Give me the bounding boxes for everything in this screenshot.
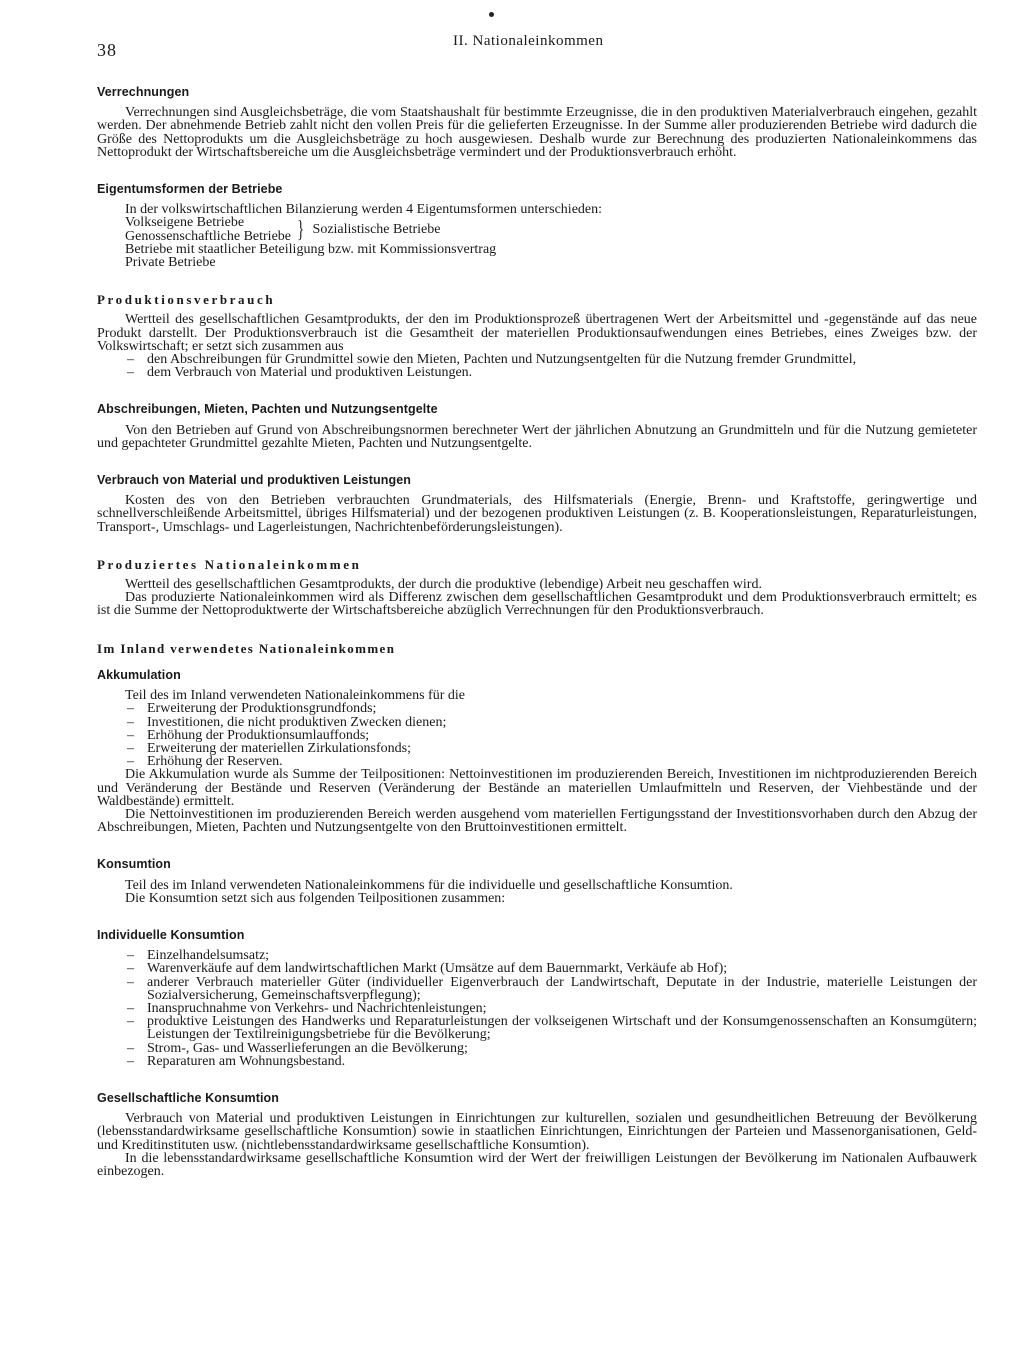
list-item: – Inanspruchnahme von Verkehrs- und Nachrichtenleistungen; — [97, 1002, 977, 1015]
paragraph: In die lebensstandardwirksame gesellschaftliche Konsumtion wird der Wert der freiwilligen Leistungen der Bevölkerung im Nationalen Aufbauwerk einbezogen. — [97, 1150, 977, 1179]
paragraph: Die Konsumtion setzt sich aus folgenden Teilpositionen zusammen: — [125, 890, 506, 906]
list-item: – Investitionen, die nicht produktiven Zwecken dienen; — [97, 716, 977, 729]
section-eigentumsformen — [97, 183, 977, 269]
paragraph: Das produzierte Nationaleinkommen wird als Differenz zwischen dem gesellschaftlichen Gesamtprodukt und dem Produktionsverbrauch ermittelt; es ist die Summe der Nettoproduktwerte der Wirtschaftsbereiche abzüglich Verrechnungen für den Produktionsverbrauch. — [97, 590, 977, 619]
list-item: – Reparaturen am Wohnungsbestand. — [97, 1055, 977, 1068]
section-individuelle-konsumtion — [97, 929, 977, 1068]
paragraph: Kosten des von den Betrieben verbrauchten Grundmaterials, des Hilfsmaterials (Energie, Brenn- und Kraftstoffe, geringwertige und schnellverschleißende Arbeitsmittel, übriges Hilfsmaterial) und der bezogenen produktiven Leistungen (z. B. Kooperationsleistungen, Reparaturleistungen, Transport-, Umschlags- und Lagerleistungen, Nachrichtenbeförderungsleistungen). — [97, 493, 977, 535]
paragraph: Teil des im Inland verwendeten Nationaleinkommens für die individuelle und gesellschaftliche Konsumtion. — [125, 877, 733, 893]
brace-icon: } — [297, 216, 305, 243]
section-title: Individuelle Konsumtion — [97, 927, 245, 942]
paragraph: In der volkswirtschaftlichen Bilanzierung werden 4 Eigentumsformen unterschieden: — [125, 202, 603, 218]
ownership-forms-list — [97, 216, 977, 269]
list-item: – anderer Verbrauch materieller Güter (individueller Eigenverbrauch der Landwirtschaft, Deputate in der Industrie, materielle Leistungen der Sozialversicherung, Gemeinschaftsverpflegung); — [97, 976, 977, 1002]
paragraph: Die Nettoinvestitionen im produzierenden Bereich werden ausgehend vom materiellen Fertigungsstand der Investitionsvorhaben durch den Abzug der Abschreibungen, Mieten, Pachten und Nutzungsentgelte von den Bruttoinvestitionen ermittelt. — [97, 806, 977, 836]
section-gesellschaftliche-konsumtion — [97, 1092, 977, 1178]
dash-list — [97, 949, 977, 1068]
list-item: – Erhöhung der Reserven. — [97, 755, 977, 768]
paragraph: Von den Betrieben auf Grund von Abschreibungsnormen berechneter Wert der jährlichen Abnutzung an Grundmitteln und für die Nutzung gemieteter und gepachteter Grundmittel gezahlte Mieten, Pachten und Nutzungsentgelte. — [97, 422, 977, 451]
list-item: – dem Verbrauch von Material und produktiven Leistungen. — [97, 366, 977, 379]
section-konsumtion — [97, 858, 977, 905]
section-title: Verrechnungen — [97, 85, 190, 99]
section-title: Eigentumsformen der Betriebe — [97, 182, 283, 197]
page-dot — [489, 12, 494, 17]
paragraph: Wertteil des gesellschaftlichen Gesamtprodukts, der den im Produktionsprozeß übertragenen Wert der Arbeitsmittel und -gegenstände auf das neue Produkt darstellt. Der Produktionsverbrauch ist die Gesamtheit der materiellen Produktionsaufwendungen eines Betriebes, eines Zweiges bzw. der Volkswirtschaft; er setzt sich zusammen aus — [97, 312, 977, 354]
list-item: – Erweiterung der materiellen Zirkulationsfonds; — [97, 742, 977, 755]
paragraph: Die Akkumulation wurde als Summe der Teilpositionen: Nettoinvestitionen im produzierenden Bereich, Investitionen im nichtproduzierenden Bereich und Veränderung der Bestände und Reserven (Veränderung der Bestände an materiellen Umlaufmitteln und Reserven, der Viehbestände und der Waldbestände) ermittelt. — [97, 767, 977, 809]
paragraph: Teil des im Inland verwendeten Nationaleinkommens für die — [125, 688, 465, 704]
list-item: – Strom-, Gas- und Wasserlieferungen an die Bevölkerung; — [97, 1042, 977, 1055]
running-head: II. Nationaleinkommen — [453, 33, 604, 49]
ownership-form: Volkseigene Betriebe — [125, 215, 245, 231]
list-item: – Einzelhandelsumsatz; — [97, 949, 977, 962]
section-produktionsverbrauch — [97, 293, 977, 379]
list-item: – produktive Leistungen des Handwerks und Reparaturleistungen der volkseigenen Wirtschaft und der Konsumgenossenschaften an Konsumgütern; Leistungen der Textilreinigungsbetriebe für die Bevölkerung; — [97, 1015, 977, 1041]
list-item: – Warenverkäufe auf dem landwirtschaftlichen Markt (Umsätze auf dem Bauernmarkt, Verkäufe ab Hof); — [97, 962, 977, 975]
paragraph: Verrechnungen sind Ausgleichsbeträge, die vom Staatshaushalt für bestimmte Erzeugnisse, die in den produktiven Materialverbrauch eingehen, gezahlt werden. Der abnehmende Betrieb zahlt nicht den vollen Preis für die gelieferten Erzeugnisse. In der Summe aller produzierenden Betriebe wird dadurch die Größe des Nettoprodukts um die Ausgleichsbeträge zu hoch ausgewiesen. Deshalb wurde zur Berechnung des produzierten Nationaleinkommens das Nettoprodukt der Wirtschaftsbereiche um die Ausgleichsbeträge vermindert und der Produktionsverbrauch erhöht. — [97, 105, 977, 160]
section-produziertes-ne — [97, 558, 977, 618]
section-title: Produktionsverbrauch — [97, 292, 276, 308]
paragraph: Wertteil des gesellschaftlichen Gesamtprodukts, der durch die produktive (lebendige) Arbeit neu geschaffen wird. — [125, 577, 762, 593]
ownership-form: Betriebe mit staatlicher Beteiligung bzw. mit Kommissionsvertrag — [125, 241, 497, 257]
group-label: Sozialistische Betriebe — [312, 222, 441, 238]
section-title: Akkumulation — [97, 667, 181, 682]
section-verbrauch-material — [97, 474, 977, 534]
section-title: Produziertes Nationaleinkommen — [97, 556, 362, 572]
ownership-form: Private Betriebe — [125, 255, 216, 271]
section-verrechnungen — [97, 86, 977, 159]
ownership-form: Genossenschaftliche Betriebe — [125, 228, 291, 244]
socialist-group — [125, 216, 977, 242]
list-item: – den Abschreibungen für Grundmittel sowie den Mieten, Pachten und Nutzungsentgelten für die Nutzung fremder Grundmittel, — [97, 353, 977, 366]
section-title: Gesellschaftliche Konsumtion — [97, 1090, 280, 1105]
section-abschreibungen — [97, 403, 977, 450]
dash-list — [97, 353, 977, 379]
section-title: Abschreibungen, Mieten, Pachten und Nutzungsentgelte — [97, 402, 438, 417]
section-title: Konsumtion — [97, 857, 171, 872]
list-item: – Erhöhung der Produktionsumlauffonds; — [97, 729, 977, 742]
section-akkumulation — [97, 669, 977, 834]
list-item: – Erweiterung der Produktionsgrundfonds; — [97, 702, 977, 715]
section-title: Im Inland verwendetes Nationaleinkommen — [97, 640, 396, 656]
paragraph: Verbrauch von Material und produktiven Leistungen in Einrichtungen zur kulturellen, sozialen und gesundheitlichen Betreuung der Bevölkerung (lebensstandardwirksame gesellschaftliche Konsumtion) sowie in staatlichen Einrichtungen, Einrichtungen der Parteien und Massenorganisationen, Geld- und Kreditinstituten usw. (nichtlebensstandardwirksame gesellschaftliche Konsumtion). — [97, 1111, 977, 1153]
section-title: Verbrauch von Material und produktiven Leistungen — [97, 473, 411, 488]
page-number: 38 — [97, 40, 117, 60]
dash-list — [97, 702, 977, 768]
section-inland-ne — [97, 642, 977, 655]
page-content — [97, 86, 977, 1202]
